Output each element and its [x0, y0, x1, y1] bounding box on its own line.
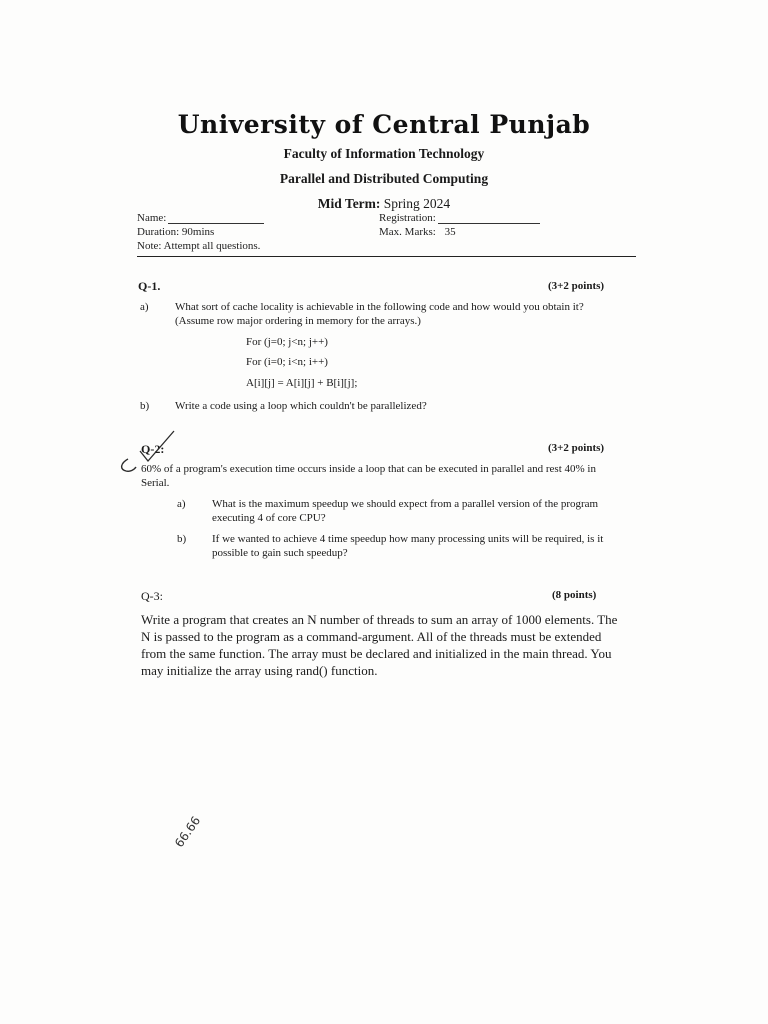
registration-field: [379, 212, 540, 224]
handwritten-note: 66.66: [172, 813, 204, 851]
registration-label: Registration:: [379, 212, 436, 224]
q2-b-line1: If we wanted to achieve 4 time speedup how many processing units will be required, is it: [212, 533, 604, 545]
q2-a-marker: a): [177, 498, 186, 510]
university-title: University of Central Punjab: [177, 110, 591, 139]
q1-b-marker: b): [140, 400, 150, 412]
duration: Duration: 90mins: [137, 226, 215, 238]
q3-line2: N is passed to the program as a command-argument. All of the threads must be extended: [141, 629, 602, 644]
registration-blank: [438, 223, 540, 224]
q1-points: (3+2 points): [548, 280, 605, 292]
q3-line4: may initialize the array using rand() function.: [141, 663, 378, 678]
q2-intro-line2: Serial.: [141, 477, 170, 489]
q3-label: Q-3:: [141, 589, 163, 603]
term-label: Mid Term:: [317, 196, 381, 211]
faculty-name: Faculty of Information Technology: [283, 146, 485, 161]
exam-term: [0, 196, 768, 212]
max-marks-label: Max. Marks:: [379, 226, 436, 238]
q3-points: (8 points): [552, 589, 597, 601]
q2-a-line1: What is the maximum speedup we should expect from a parallel version of the program: [212, 498, 599, 510]
q1-a-marker: a): [140, 301, 149, 313]
name-label: Name:: [137, 212, 167, 224]
q1-code-line2: For (i=0; i<n; i++): [246, 356, 328, 368]
note: Note: Attempt all questions.: [137, 240, 261, 252]
q1-code-line3: A[i][j] = A[i][j] + B[i][j];: [246, 377, 358, 389]
name-field: [137, 212, 264, 224]
q3-line1: Write a program that creates an N number of threads to sum an array of 1000 elements. The: [141, 612, 618, 627]
q1-a-line1: What sort of cache locality is achievable in the following code and how would you obtain it?: [175, 301, 584, 313]
q1-a-line2: (Assume row major ordering in memory for the arrays.): [175, 315, 421, 327]
q2-label: Q-2:: [141, 442, 165, 456]
q3-line3: from the same function. The array must be declared and initialized in the main thread. You: [141, 646, 612, 661]
q1-b-text: Write a code using a loop which couldn't be parallelized?: [175, 400, 427, 412]
course-title: Parallel and Distributed Computing: [279, 171, 489, 186]
max-marks: [379, 226, 456, 238]
header-divider: [137, 256, 636, 257]
q2-intro-line1: 60% of a program's execution time occurs inside a loop that can be executed in parallel and rest 40% in: [141, 463, 596, 475]
q1-code-line1: For (j=0; j<n; j++): [246, 336, 328, 348]
max-marks-value: 35: [444, 226, 456, 238]
q2-points: (3+2 points): [548, 442, 605, 454]
q2-b-marker: b): [177, 533, 187, 545]
q2-b-line2: possible to gain such speedup?: [212, 547, 348, 559]
term-value: Spring 2024: [383, 196, 451, 211]
q2-a-line2: executing 4 of core CPU?: [212, 512, 326, 524]
handwritten-check-mark: [112, 425, 182, 475]
name-blank: [168, 223, 264, 224]
q1-label: Q-1.: [138, 279, 161, 293]
